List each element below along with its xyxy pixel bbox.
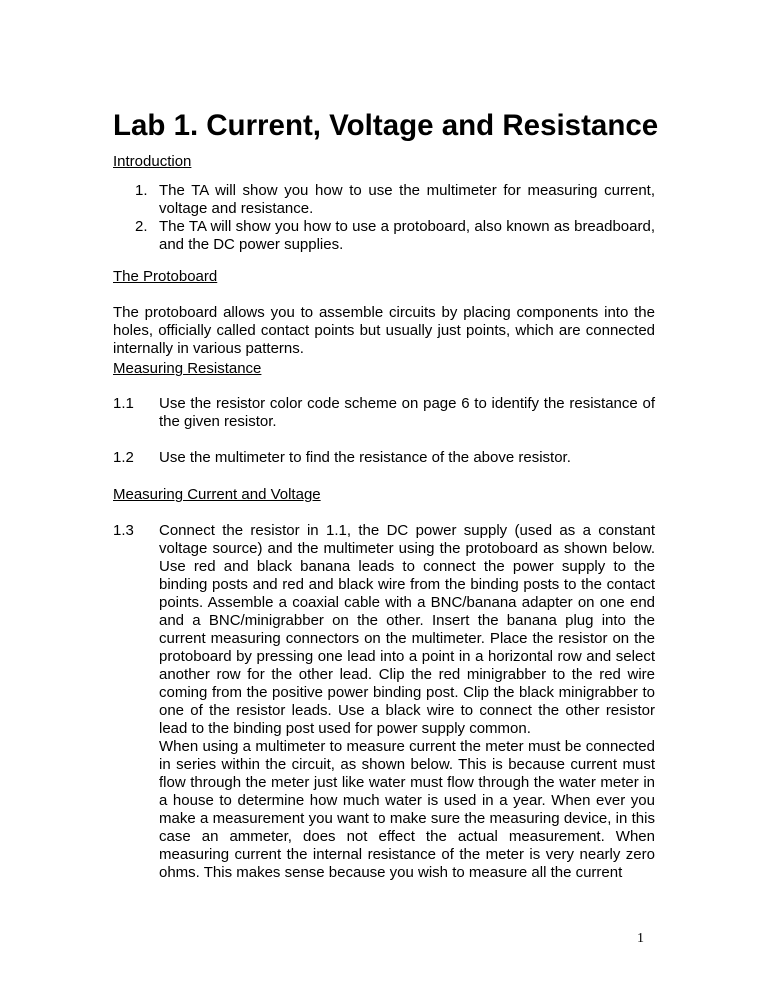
- step-text: Connect the resistor in 1.1, the DC power supply (used as a constant voltage source) and the multimeter using the protoboard as shown below. Use red and black banana leads to connect the power supply to the binding posts and red and black wire from the binding posts to the contact points. Assemble a coaxial cable with a BNC/banana adapter on one end and a BNC/minigrabber on the other. Insert the banana plug into the current measuring connectors on the multimeter. Place the resistor on the protoboard by pressing one lead into a point in a horizontal row and select another row for the other lead. Clip the red minigrabber to the red wire coming from the positive power binding post. Clip the black minigrabber to one of the resistor leads. Use a black wire to connect the other resistor lead to the binding post used for power supply common.: [159, 522, 655, 737]
- list-item-number: 2.: [135, 218, 148, 235]
- step-text: Use the multimeter to find the resistance of the above resistor.: [159, 449, 571, 466]
- page-title: [113, 108, 658, 144]
- protoboard-paragraph: The protoboard allows you to assemble circuits by placing components into the holes, officially called contact points but usually just points, which are connected internally in various patterns.: [113, 304, 655, 357]
- step-1-3: [113, 522, 655, 738]
- protoboard-heading: The Protoboard: [113, 268, 218, 285]
- step-text: Use the resistor color code scheme on page 6 to identify the resistance of the given resistor.: [159, 395, 655, 430]
- introduction-heading: Introduction: [113, 153, 192, 170]
- lab-number: Lab 1.: [113, 109, 199, 142]
- list-item-number: 1.: [135, 182, 148, 199]
- page-number: 1: [637, 931, 644, 946]
- series-connection-paragraph: When using a multimeter to measure current the meter must be connected in series within the circuit, as shown below. This is because current must flow through the meter just like water must flow through the water meter in a house to determine how much water is used in a year. When ever you make a measurement you want to make sure the measuring device, in this case an ammeter, does not effect the actual measurement. When measuring current the internal resistance of the meter is very nearly zero ohms. This makes sense because you wish to measure all the current: [159, 738, 655, 881]
- step-number: 1.3: [113, 522, 134, 539]
- list-item-text: The TA will show you how to use the multimeter for measuring current, voltage and resistance.: [159, 182, 655, 217]
- step-1-2: [113, 449, 655, 467]
- lab-title: Current, Voltage and Resistance: [206, 109, 659, 142]
- list-item: [113, 218, 655, 254]
- measuring-current-voltage-heading: Measuring Current and Voltage: [113, 486, 321, 503]
- measuring-resistance-heading: Measuring Resistance: [113, 360, 262, 377]
- step-1-1: [113, 395, 655, 431]
- introduction-list: [113, 182, 655, 254]
- list-item-text: The TA will show you how to use a protoboard, also known as breadboard, and the DC power supplies.: [159, 218, 655, 253]
- step-number: 1.1: [113, 395, 134, 412]
- list-item: [113, 182, 655, 218]
- step-number: 1.2: [113, 449, 134, 466]
